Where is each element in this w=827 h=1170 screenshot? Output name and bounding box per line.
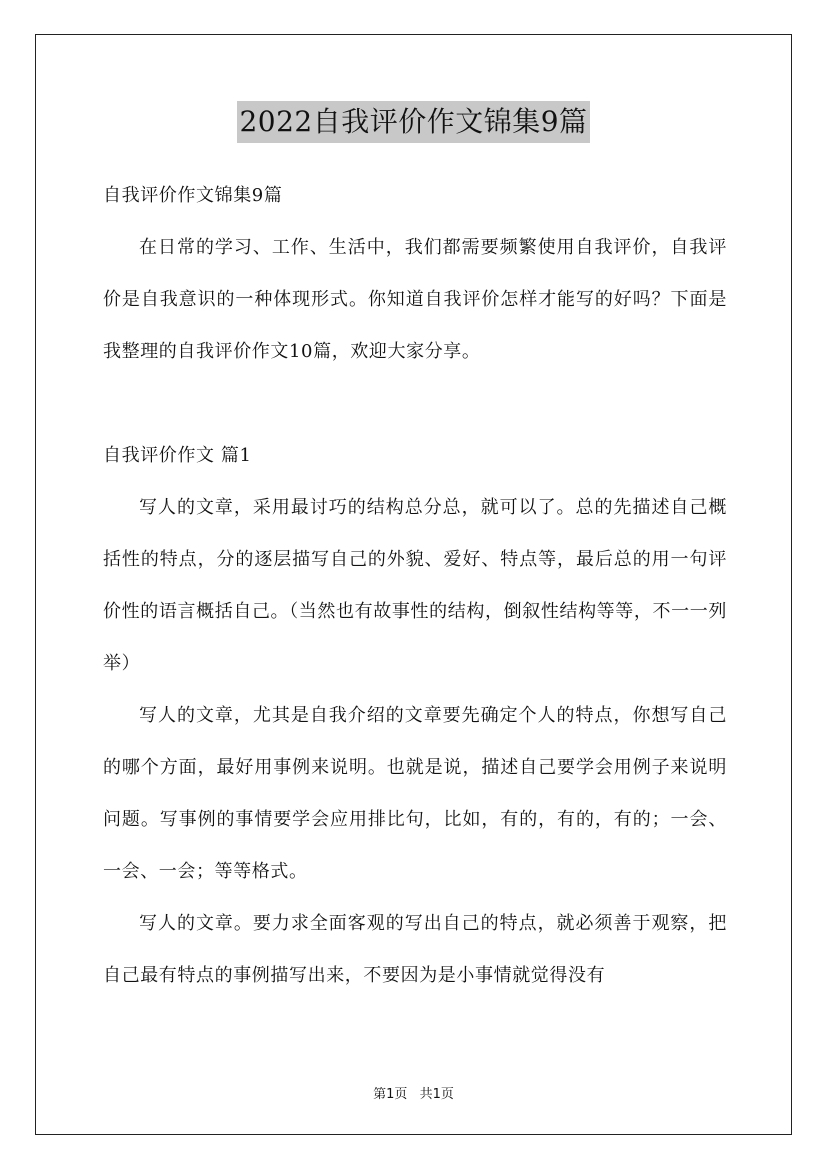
page-number: 第1页	[373, 1087, 408, 1102]
body-paragraph: 写人的文章，尤其是自我介绍的文章要先确定个人的特点，你想写自己的哪个方面，最好用事例来说明。也就是说，描述自己要学会用例子来说明问题。写事例的事情要学会应用排比句，比如，有的，有的，有的；一会、一会、一会；等等格式。	[103, 705, 727, 882]
blank-line	[103, 378, 727, 430]
page-footer	[0, 1083, 827, 1102]
body-paragraph: 写人的文章。要力求全面客观的写出自己的特点，就必须善于观察，把自己最有特点的事例描写出来，不要因为是小事情就觉得没有	[103, 913, 727, 986]
body-paragraph: 写人的文章，采用最讨巧的结构总分总，就可以了。总的先描述自己概括性的特点，分的逐层描写自己的外貌、爱好、特点等，最后总的用一句评价性的语言概括自己。（当然也有故事性的结构，倒叙性结构等等，不一一列举）	[103, 497, 727, 674]
section-heading: 自我评价作文 篇1	[103, 445, 252, 466]
document-body	[103, 170, 727, 1002]
intro-paragraph: 在日常的学习、工作、生活中，我们都需要频繁使用自我评价，自我评价是自我意识的一种体现形式。你知道自我评价怎样才能写的好吗？下面是我整理的自我评价作文10篇，欢迎大家分享。	[103, 237, 727, 362]
page-total: 共1页	[419, 1087, 454, 1102]
title-container	[0, 101, 827, 143]
document-title: 2022自我评价作文锦集9篇	[237, 101, 589, 143]
subtitle-paragraph: 自我评价作文锦集9篇	[103, 185, 283, 206]
